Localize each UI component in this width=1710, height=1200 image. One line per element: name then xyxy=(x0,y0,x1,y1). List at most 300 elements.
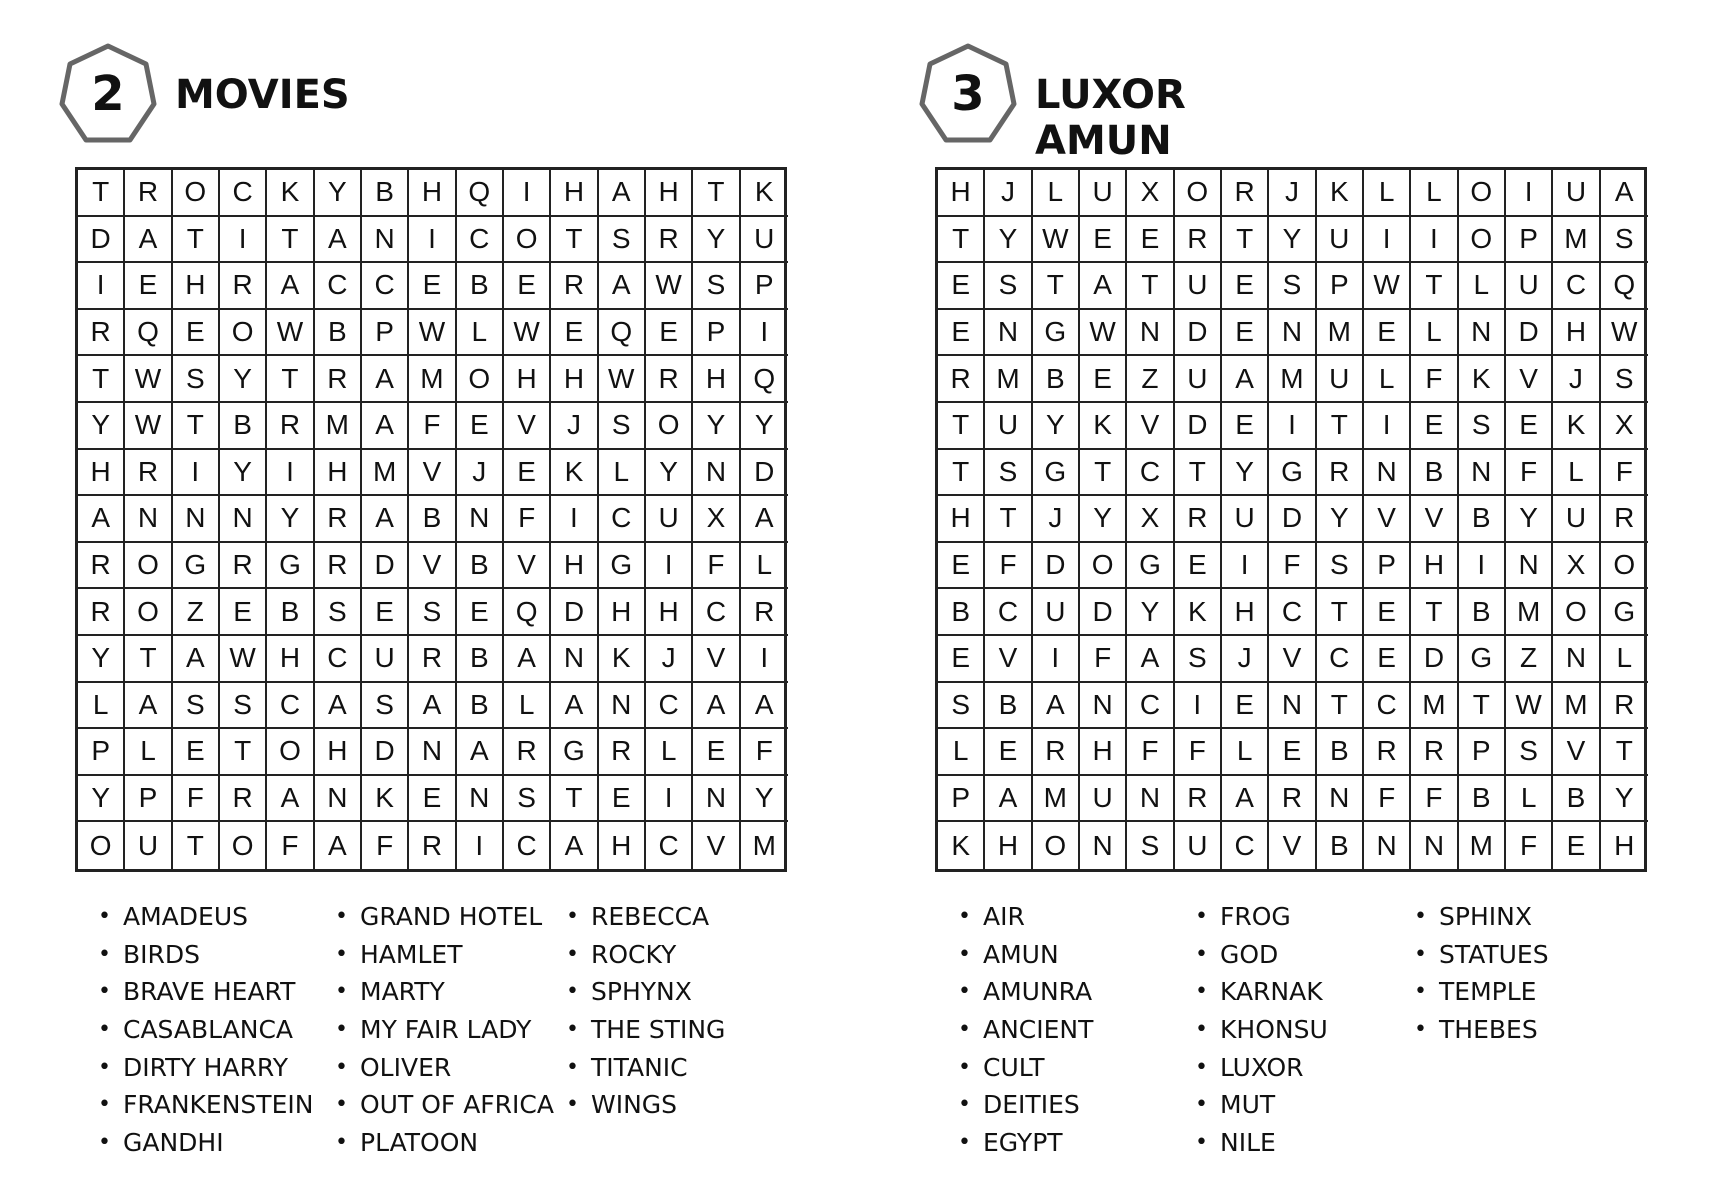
grid-cell[interactable]: C xyxy=(220,170,267,217)
grid-cell[interactable]: S xyxy=(1506,729,1553,776)
grid-cell[interactable]: H xyxy=(938,496,985,543)
grid-cell[interactable]: U xyxy=(1222,496,1269,543)
grid-cell[interactable]: O xyxy=(1459,217,1506,264)
grid-cell[interactable]: E xyxy=(1411,403,1458,450)
grid-cell[interactable]: P xyxy=(1506,217,1553,264)
grid-cell[interactable]: P xyxy=(362,310,409,357)
grid-cell[interactable]: T xyxy=(1601,729,1648,776)
grid-cell[interactable]: B xyxy=(1459,496,1506,543)
grid-cell[interactable]: H xyxy=(646,170,693,217)
grid-cell[interactable]: V xyxy=(504,403,551,450)
grid-cell[interactable]: V xyxy=(1506,356,1553,403)
grid-cell[interactable]: E xyxy=(362,589,409,636)
grid-cell[interactable]: E xyxy=(409,776,456,823)
grid-cell[interactable]: M xyxy=(1269,356,1316,403)
grid-cell[interactable]: N xyxy=(985,310,1032,357)
grid-cell[interactable]: D xyxy=(1411,636,1458,683)
grid-cell[interactable]: W xyxy=(125,403,172,450)
grid-cell[interactable]: S xyxy=(1601,356,1648,403)
grid-cell[interactable]: O xyxy=(125,543,172,590)
grid-cell[interactable]: T xyxy=(985,496,1032,543)
grid-cell[interactable]: C xyxy=(985,589,1032,636)
grid-cell[interactable]: R xyxy=(267,403,314,450)
grid-cell[interactable]: H xyxy=(504,356,551,403)
grid-cell[interactable]: F xyxy=(173,776,220,823)
grid-cell[interactable]: R xyxy=(1269,776,1316,823)
grid-cell[interactable]: M xyxy=(1317,310,1364,357)
grid-cell[interactable]: G xyxy=(599,543,646,590)
grid-cell[interactable]: A xyxy=(551,822,598,869)
grid-cell[interactable]: H xyxy=(551,356,598,403)
grid-cell[interactable]: D xyxy=(362,729,409,776)
grid-cell[interactable]: E xyxy=(173,729,220,776)
grid-cell[interactable]: Y xyxy=(78,403,125,450)
grid-cell[interactable]: A xyxy=(409,683,456,730)
grid-cell[interactable]: E xyxy=(646,310,693,357)
grid-cell[interactable]: P xyxy=(741,263,788,310)
grid-cell[interactable]: V xyxy=(693,636,740,683)
grid-cell[interactable]: A xyxy=(1033,683,1080,730)
grid-cell[interactable]: F xyxy=(741,729,788,776)
grid-cell[interactable]: Y xyxy=(267,496,314,543)
grid-cell[interactable]: F xyxy=(504,496,551,543)
grid-cell[interactable]: S xyxy=(693,263,740,310)
grid-cell[interactable]: E xyxy=(409,263,456,310)
grid-cell[interactable]: N xyxy=(1459,310,1506,357)
grid-cell[interactable]: F xyxy=(1601,450,1648,497)
grid-cell[interactable]: K xyxy=(938,822,985,869)
grid-cell[interactable]: E xyxy=(1080,217,1127,264)
grid-cell[interactable]: I xyxy=(741,310,788,357)
grid-cell[interactable]: G xyxy=(1033,450,1080,497)
grid-cell[interactable]: N xyxy=(457,496,504,543)
grid-cell[interactable]: J xyxy=(1033,496,1080,543)
grid-cell[interactable]: L xyxy=(457,310,504,357)
grid-cell[interactable]: F xyxy=(267,822,314,869)
grid-cell[interactable]: A xyxy=(1127,636,1174,683)
grid-cell[interactable]: R xyxy=(1175,776,1222,823)
grid-cell[interactable]: T xyxy=(1411,263,1458,310)
grid-cell[interactable]: P xyxy=(1364,543,1411,590)
grid-cell[interactable]: H xyxy=(1411,543,1458,590)
grid-cell[interactable]: E xyxy=(1269,729,1316,776)
grid-cell[interactable]: D xyxy=(1175,403,1222,450)
grid-cell[interactable]: U xyxy=(1553,496,1600,543)
grid-cell[interactable]: X xyxy=(693,496,740,543)
grid-cell[interactable]: D xyxy=(551,589,598,636)
grid-cell[interactable]: B xyxy=(938,589,985,636)
grid-cell[interactable]: H xyxy=(599,589,646,636)
grid-cell[interactable]: B xyxy=(457,543,504,590)
grid-cell[interactable]: X xyxy=(1553,543,1600,590)
grid-cell[interactable]: A xyxy=(551,683,598,730)
grid-cell[interactable]: E xyxy=(1127,217,1174,264)
grid-cell[interactable]: H xyxy=(315,729,362,776)
grid-cell[interactable]: E xyxy=(599,776,646,823)
grid-cell[interactable]: B xyxy=(1459,776,1506,823)
grid-cell[interactable]: Y xyxy=(220,356,267,403)
grid-cell[interactable]: A xyxy=(741,496,788,543)
grid-cell[interactable]: O xyxy=(1175,170,1222,217)
grid-cell[interactable]: O xyxy=(78,822,125,869)
grid-cell[interactable]: N xyxy=(173,496,220,543)
grid-cell[interactable]: R xyxy=(220,776,267,823)
grid-cell[interactable]: Q xyxy=(504,589,551,636)
grid-cell[interactable]: S xyxy=(985,263,1032,310)
grid-cell[interactable]: L xyxy=(938,729,985,776)
grid-cell[interactable]: A xyxy=(315,217,362,264)
grid-cell[interactable]: Z xyxy=(1127,356,1174,403)
grid-cell[interactable]: M xyxy=(1506,589,1553,636)
grid-cell[interactable]: M xyxy=(315,403,362,450)
grid-cell[interactable]: T xyxy=(938,403,985,450)
grid-cell[interactable]: E xyxy=(938,263,985,310)
grid-cell[interactable]: O xyxy=(173,170,220,217)
grid-cell[interactable]: R xyxy=(1033,729,1080,776)
grid-cell[interactable]: A xyxy=(315,683,362,730)
grid-cell[interactable]: T xyxy=(267,217,314,264)
grid-cell[interactable]: K xyxy=(1317,170,1364,217)
grid-cell[interactable]: W xyxy=(267,310,314,357)
grid-cell[interactable]: C xyxy=(693,589,740,636)
grid-cell[interactable]: H xyxy=(267,636,314,683)
grid-cell[interactable]: E xyxy=(938,636,985,683)
grid-cell[interactable]: M xyxy=(985,356,1032,403)
grid-cell[interactable]: I xyxy=(1269,403,1316,450)
grid-cell[interactable]: U xyxy=(985,403,1032,450)
grid-cell[interactable]: S xyxy=(1175,636,1222,683)
grid-cell[interactable]: Y xyxy=(315,170,362,217)
grid-cell[interactable]: L xyxy=(1411,310,1458,357)
grid-cell[interactable]: K xyxy=(1080,403,1127,450)
grid-cell[interactable]: R xyxy=(1601,683,1648,730)
grid-cell[interactable]: V xyxy=(1127,403,1174,450)
grid-cell[interactable]: V xyxy=(1364,496,1411,543)
grid-cell[interactable]: C xyxy=(504,822,551,869)
grid-cell[interactable]: H xyxy=(1553,310,1600,357)
grid-cell[interactable]: H xyxy=(409,170,456,217)
grid-cell[interactable]: F xyxy=(1364,776,1411,823)
grid-cell[interactable]: S xyxy=(1459,403,1506,450)
grid-cell[interactable]: Y xyxy=(1222,450,1269,497)
grid-cell[interactable]: E xyxy=(551,310,598,357)
grid-cell[interactable]: S xyxy=(504,776,551,823)
grid-cell[interactable]: L xyxy=(646,729,693,776)
grid-cell[interactable]: U xyxy=(1553,170,1600,217)
grid-cell[interactable]: F xyxy=(1506,450,1553,497)
grid-cell[interactable]: U xyxy=(125,822,172,869)
grid-cell[interactable]: Y xyxy=(220,450,267,497)
grid-cell[interactable]: L xyxy=(1459,263,1506,310)
grid-cell[interactable]: N xyxy=(1364,450,1411,497)
grid-cell[interactable]: J xyxy=(1269,170,1316,217)
grid-cell[interactable]: V xyxy=(409,450,456,497)
grid-cell[interactable]: W xyxy=(1364,263,1411,310)
grid-cell[interactable]: T xyxy=(1127,263,1174,310)
grid-cell[interactable]: V xyxy=(1411,496,1458,543)
grid-cell[interactable]: W xyxy=(646,263,693,310)
grid-cell[interactable]: J xyxy=(551,403,598,450)
grid-cell[interactable]: H xyxy=(646,589,693,636)
grid-cell[interactable]: F xyxy=(1411,356,1458,403)
grid-cell[interactable]: J xyxy=(1553,356,1600,403)
grid-cell[interactable]: I xyxy=(1222,543,1269,590)
grid-cell[interactable]: R xyxy=(1222,170,1269,217)
grid-cell[interactable]: L xyxy=(504,683,551,730)
grid-cell[interactable]: P xyxy=(693,310,740,357)
grid-cell[interactable]: S xyxy=(220,683,267,730)
grid-cell[interactable]: L xyxy=(1033,170,1080,217)
grid-cell[interactable]: S xyxy=(362,683,409,730)
grid-cell[interactable]: R xyxy=(646,356,693,403)
grid-cell[interactable]: R xyxy=(409,636,456,683)
grid-cell[interactable]: W xyxy=(220,636,267,683)
grid-cell[interactable]: O xyxy=(220,822,267,869)
grid-cell[interactable]: Z xyxy=(173,589,220,636)
grid-cell[interactable]: I xyxy=(1175,683,1222,730)
grid-cell[interactable]: R xyxy=(551,263,598,310)
grid-cell[interactable]: S xyxy=(173,683,220,730)
grid-cell[interactable]: U xyxy=(1033,589,1080,636)
grid-cell[interactable]: T xyxy=(220,729,267,776)
grid-cell[interactable]: A xyxy=(599,170,646,217)
grid-cell[interactable]: N xyxy=(409,729,456,776)
grid-cell[interactable]: T xyxy=(1317,589,1364,636)
grid-cell[interactable]: H xyxy=(693,356,740,403)
grid-cell[interactable]: T xyxy=(551,776,598,823)
grid-cell[interactable]: R xyxy=(78,543,125,590)
grid-cell[interactable]: K xyxy=(1175,589,1222,636)
grid-cell[interactable]: T xyxy=(1459,683,1506,730)
grid-cell[interactable]: W xyxy=(1033,217,1080,264)
grid-cell[interactable]: T xyxy=(1411,589,1458,636)
grid-cell[interactable]: Y xyxy=(741,403,788,450)
grid-cell[interactable]: F xyxy=(1411,776,1458,823)
grid-cell[interactable]: G xyxy=(1269,450,1316,497)
grid-cell[interactable]: L xyxy=(125,729,172,776)
grid-cell[interactable]: S xyxy=(1601,217,1648,264)
grid-cell[interactable]: E xyxy=(1553,822,1600,869)
grid-cell[interactable]: I xyxy=(267,450,314,497)
grid-cell[interactable]: B xyxy=(409,496,456,543)
grid-cell[interactable]: G xyxy=(1127,543,1174,590)
grid-cell[interactable]: B xyxy=(1317,729,1364,776)
grid-cell[interactable]: T xyxy=(173,403,220,450)
grid-cell[interactable]: Y xyxy=(693,217,740,264)
grid-cell[interactable]: S xyxy=(409,589,456,636)
grid-cell[interactable]: F xyxy=(693,543,740,590)
grid-cell[interactable]: O xyxy=(1080,543,1127,590)
grid-cell[interactable]: F xyxy=(1269,543,1316,590)
grid-cell[interactable]: G xyxy=(267,543,314,590)
grid-cell[interactable]: M xyxy=(1459,822,1506,869)
grid-cell[interactable]: N xyxy=(1080,683,1127,730)
grid-cell[interactable]: R xyxy=(938,356,985,403)
grid-cell[interactable]: C xyxy=(646,683,693,730)
grid-cell[interactable]: H xyxy=(985,822,1032,869)
grid-cell[interactable]: R xyxy=(220,263,267,310)
grid-cell[interactable]: N xyxy=(693,776,740,823)
grid-cell[interactable]: G xyxy=(551,729,598,776)
grid-cell[interactable]: W xyxy=(409,310,456,357)
grid-cell[interactable]: B xyxy=(457,636,504,683)
grid-cell[interactable]: S xyxy=(1317,543,1364,590)
grid-cell[interactable]: I xyxy=(220,217,267,264)
grid-cell[interactable]: S xyxy=(315,589,362,636)
grid-cell[interactable]: B xyxy=(1553,776,1600,823)
grid-cell[interactable]: A xyxy=(741,683,788,730)
grid-cell[interactable]: E xyxy=(1364,310,1411,357)
grid-cell[interactable]: E xyxy=(1506,403,1553,450)
grid-cell[interactable]: A xyxy=(125,683,172,730)
grid-cell[interactable]: Y xyxy=(646,450,693,497)
grid-cell[interactable]: W xyxy=(125,356,172,403)
grid-cell[interactable]: B xyxy=(362,170,409,217)
grid-cell[interactable]: O xyxy=(1459,170,1506,217)
grid-cell[interactable]: A xyxy=(504,636,551,683)
grid-cell[interactable]: T xyxy=(1222,217,1269,264)
grid-cell[interactable]: A xyxy=(173,636,220,683)
grid-cell[interactable]: E xyxy=(504,263,551,310)
grid-cell[interactable]: U xyxy=(1080,776,1127,823)
grid-cell[interactable]: T xyxy=(938,217,985,264)
grid-cell[interactable]: A xyxy=(985,776,1032,823)
grid-cell[interactable]: T xyxy=(551,217,598,264)
grid-cell[interactable]: G xyxy=(173,543,220,590)
grid-cell[interactable]: J xyxy=(646,636,693,683)
grid-cell[interactable]: L xyxy=(1364,356,1411,403)
grid-cell[interactable]: S xyxy=(938,683,985,730)
grid-cell[interactable]: I xyxy=(1411,217,1458,264)
grid-cell[interactable]: W xyxy=(1601,310,1648,357)
grid-cell[interactable]: R xyxy=(220,543,267,590)
grid-cell[interactable]: B xyxy=(1317,822,1364,869)
grid-cell[interactable]: D xyxy=(1080,589,1127,636)
grid-cell[interactable]: X xyxy=(1601,403,1648,450)
grid-cell[interactable]: B xyxy=(985,683,1032,730)
grid-cell[interactable]: Y xyxy=(1506,496,1553,543)
grid-cell[interactable]: C xyxy=(362,263,409,310)
grid-cell[interactable]: K xyxy=(267,170,314,217)
grid-cell[interactable]: R xyxy=(1317,450,1364,497)
grid-cell[interactable]: C xyxy=(315,636,362,683)
grid-cell[interactable]: Y xyxy=(693,403,740,450)
grid-cell[interactable]: H xyxy=(315,450,362,497)
grid-cell[interactable]: H xyxy=(1222,589,1269,636)
grid-cell[interactable]: U xyxy=(1506,263,1553,310)
grid-cell[interactable]: A xyxy=(362,403,409,450)
grid-cell[interactable]: Y xyxy=(1127,589,1174,636)
grid-cell[interactable]: O xyxy=(646,403,693,450)
grid-cell[interactable]: N xyxy=(220,496,267,543)
grid-cell[interactable]: A xyxy=(362,356,409,403)
grid-cell[interactable]: N xyxy=(1411,822,1458,869)
grid-cell[interactable]: I xyxy=(646,543,693,590)
grid-cell[interactable]: Y xyxy=(1317,496,1364,543)
grid-cell[interactable]: O xyxy=(1033,822,1080,869)
grid-cell[interactable]: H xyxy=(1614,829,1635,861)
grid-cell[interactable]: C xyxy=(646,822,693,869)
grid-cell[interactable]: R xyxy=(1175,496,1222,543)
grid-cell[interactable]: D xyxy=(78,217,125,264)
grid-cell[interactable]: L xyxy=(1411,170,1458,217)
grid-cell[interactable]: A xyxy=(78,496,125,543)
grid-cell[interactable]: P xyxy=(938,776,985,823)
grid-cell[interactable]: P xyxy=(125,776,172,823)
grid-cell[interactable]: K xyxy=(1553,403,1600,450)
grid-cell[interactable]: E xyxy=(1364,636,1411,683)
grid-cell[interactable]: C xyxy=(1127,450,1174,497)
grid-cell[interactable]: V xyxy=(693,822,740,869)
grid-cell[interactable]: I xyxy=(457,822,504,869)
grid-cell[interactable]: R xyxy=(1364,729,1411,776)
grid-cell[interactable]: T xyxy=(1317,403,1364,450)
grid-cell[interactable]: R xyxy=(741,589,788,636)
grid-cell[interactable]: Y xyxy=(1080,496,1127,543)
grid-cell[interactable]: C xyxy=(1127,683,1174,730)
grid-cell[interactable]: U xyxy=(1175,822,1222,869)
grid-cell[interactable]: P xyxy=(1317,263,1364,310)
grid-cell[interactable]: R xyxy=(599,729,646,776)
grid-cell[interactable]: X xyxy=(1127,496,1174,543)
grid-cell[interactable]: N xyxy=(362,217,409,264)
grid-cell[interactable]: T xyxy=(173,217,220,264)
grid-cell[interactable]: M xyxy=(409,356,456,403)
grid-cell[interactable]: C xyxy=(315,263,362,310)
grid-cell[interactable]: B xyxy=(457,683,504,730)
grid-cell[interactable]: L xyxy=(1364,170,1411,217)
grid-cell[interactable]: H xyxy=(599,822,646,869)
grid-cell[interactable]: R xyxy=(646,217,693,264)
grid-cell[interactable]: R xyxy=(1175,217,1222,264)
grid-cell[interactable]: C xyxy=(457,217,504,264)
grid-cell[interactable]: L xyxy=(1222,729,1269,776)
grid-cell[interactable]: D xyxy=(362,543,409,590)
grid-cell[interactable]: W xyxy=(1080,310,1127,357)
grid-cell[interactable]: N xyxy=(457,776,504,823)
grid-cell[interactable]: O xyxy=(1601,543,1648,590)
grid-cell[interactable]: U xyxy=(362,636,409,683)
grid-cell[interactable]: J xyxy=(985,170,1032,217)
grid-cell[interactable]: J xyxy=(1222,636,1269,683)
grid-cell[interactable]: Y xyxy=(78,776,125,823)
grid-cell[interactable]: S xyxy=(985,450,1032,497)
grid-cell[interactable]: V xyxy=(985,636,1032,683)
grid-cell[interactable]: A xyxy=(315,822,362,869)
grid-cell[interactable]: N xyxy=(315,776,362,823)
grid-cell[interactable]: O xyxy=(457,356,504,403)
grid-cell[interactable]: V xyxy=(1269,636,1316,683)
grid-cell[interactable]: T xyxy=(1033,263,1080,310)
grid-cell[interactable]: E xyxy=(693,729,740,776)
grid-cell[interactable]: E xyxy=(1222,310,1269,357)
grid-cell[interactable]: C xyxy=(1553,263,1600,310)
grid-cell[interactable]: T xyxy=(693,170,740,217)
grid-cell[interactable]: F xyxy=(362,822,409,869)
grid-cell[interactable]: R xyxy=(125,170,172,217)
grid-cell[interactable]: W xyxy=(1506,683,1553,730)
grid-cell[interactable]: E xyxy=(173,310,220,357)
grid-cell[interactable]: P xyxy=(1459,729,1506,776)
grid-cell[interactable]: M xyxy=(1553,217,1600,264)
grid-cell[interactable]: H xyxy=(551,543,598,590)
grid-cell[interactable]: Q xyxy=(1601,263,1648,310)
grid-cell[interactable]: B xyxy=(1459,589,1506,636)
grid-cell[interactable]: R xyxy=(125,450,172,497)
grid-cell[interactable]: A xyxy=(1080,263,1127,310)
grid-cell[interactable]: L xyxy=(1506,776,1553,823)
grid-cell[interactable]: O xyxy=(125,589,172,636)
